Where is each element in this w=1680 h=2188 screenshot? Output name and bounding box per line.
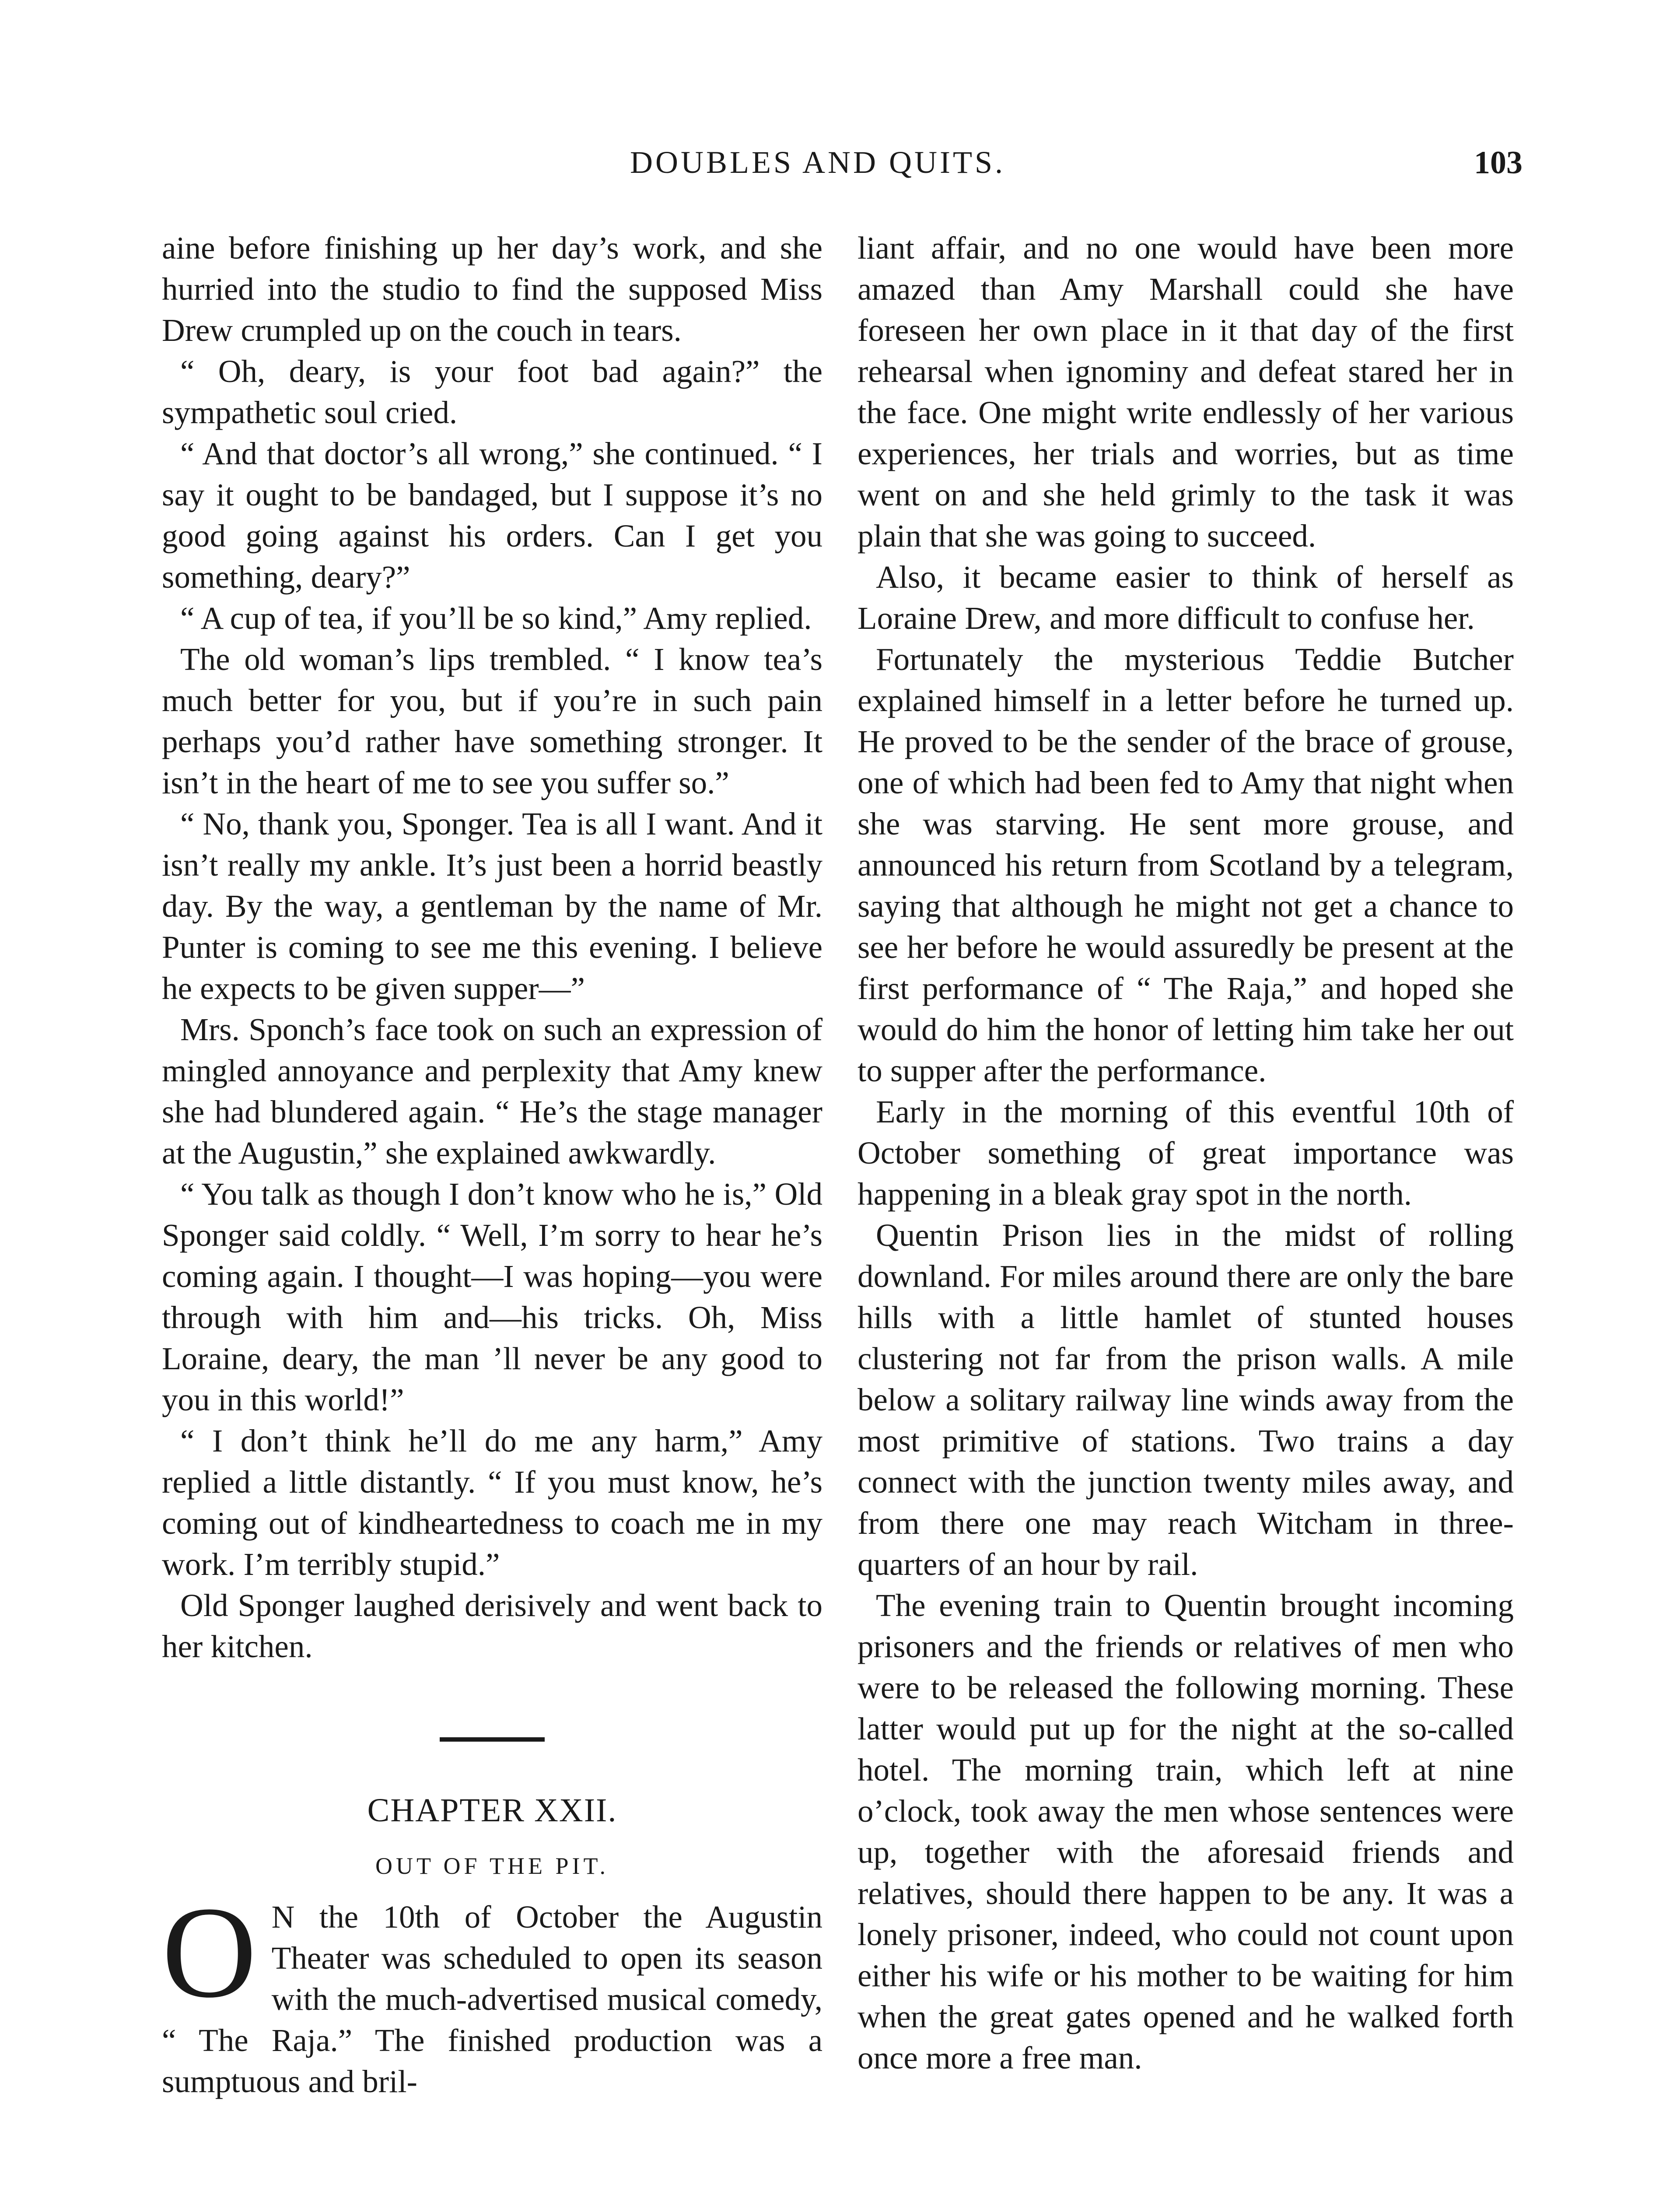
- paragraph: The evening train to Quentin brought incoming prisoners and the friends or relatives of men who were to be released the following morning. These latter would put up for the night at the so-called hotel. The morning train, which left at nine o’clock, took away the men whose sentences were up, together with the aforesaid friends and relatives, should there happen to be any. It was a lonely prisoner, indeed, who could not count upon either his wife or his mother to be waiting for him when the great gates opened and he walked forth once more a free man.: [858, 1588, 1514, 2076]
- paragraph: Quentin Prison lies in the midst of rolling downland. For miles around there are only the bare hills with a little hamlet of stunted houses clustering not far from the prison walls. A mile below a solitary railway line winds away from the most primitive of stations. Two trains a day connect with the junction twenty miles away, and from there one may reach Witcham in three-quarters of an hour by rail.: [858, 1217, 1514, 1582]
- paragraph: “ I don’t think he’ll do me any harm,” Amy replied a little distantly. “ If you must know, he’s coming out of kindheartedness to coach me in my work. I’m terribly stupid.”: [162, 1423, 822, 1582]
- paragraph: Old Sponger laughed derisively and went back to her kitchen.: [162, 1588, 822, 1664]
- page-header: [630, 144, 1522, 193]
- paragraph: Mrs. Sponch’s face took on such an expression of mingled annoyance and perplexity that Amy knew she had blundered again. “ He’s the stage manager at the Augustin,” she explained awkwardly.: [162, 1012, 822, 1171]
- paragraph: liant affair, and no one would have been more amazed than Amy Marshall could she have foreseen her own place in it that day of the first rehearsal when ignominy and defeat stared her in the face. One might write endlessly of her various experiences, her trials and worries, but as time went on and she held grimly to the task it was plain that she was going to succeed.: [858, 230, 1514, 554]
- paragraph: “ Oh, deary, is your foot bad again?” the sympathetic soul cried.: [162, 354, 822, 430]
- paragraph: “ You talk as though I don’t know who he is,” Old Sponger said coldly. “ Well, I’m sorry to hear he’s coming again. I thought—I was hoping—you were through with him and—his tricks. Oh, Miss Loraine, deary, the man ’ll never be any good to you in this world!”: [162, 1176, 822, 1417]
- chapter-divider: [440, 1737, 545, 1742]
- chapter-subtitle: OUT OF THE PIT.: [375, 1853, 609, 1879]
- paragraph: Fortunately the mysterious Teddie Butcher explained himself in a letter before he turned up. He proved to be the sender of the brace of grouse, one of which had been fed to Amy that night when she was starving. He sent more grouse, and announced his return from Scotland by a telegram, saying that although he might not get a chance to see her before he would assuredly be present at the first performance of “ The Raja,” and hoped she would do him the honor of letting him take her out to supper after the performance.: [858, 642, 1514, 1088]
- chapter-opening-text: N the 10th of October the Augustin Theater was scheduled to open its season with the much-advertised musical comedy, “ The Raja.” The finished production was a sumptuous and bril-: [162, 1899, 822, 2099]
- running-title: DOUBLES AND QUITS.: [630, 145, 1006, 180]
- paragraph: “ No, thank you, Sponger. Tea is all I want. And it isn’t really my ankle. It’s just been a horrid beastly day. By the way, a gentleman by the name of Mr. Punter is coming to see me this evening. I believe he expects to be given supper—”: [162, 806, 822, 1006]
- drop-cap: O: [162, 1879, 257, 2025]
- paragraph: Early in the morning of this eventful 10th of October something of great importance was happening in a bleak gray spot in the north.: [858, 1094, 1514, 1212]
- chapter-title: CHAPTER XXII.: [367, 1792, 617, 1829]
- left-column: [162, 228, 822, 2102]
- paragraph: “ And that doctor’s all wrong,” she continued. “ I say it ought to be bandaged, but I suppose it’s no good going against his orders. Can I get you something, deary?”: [162, 436, 822, 595]
- paragraph: “ A cup of tea, if you’ll be so kind,” Amy replied.: [180, 600, 812, 636]
- paragraph: Also, it became easier to think of herself as Loraine Drew, and more difficult to confuse her.: [858, 559, 1514, 636]
- page-number: 103: [1474, 145, 1522, 181]
- right-column: [858, 228, 1514, 2079]
- chapter-opening-paragraph: [162, 1879, 822, 2102]
- paragraph: The old woman’s lips trembled. “ I know tea’s much better for you, but if you’re in such pain perhaps you’d rather have something stronger. It isn’t in the heart of me to see you suffer so.”: [162, 642, 822, 800]
- paragraph: aine before finishing up her day’s work, and she hurried into the studio to find the supposed Miss Drew crumpled up on the couch in tears.: [162, 230, 822, 348]
